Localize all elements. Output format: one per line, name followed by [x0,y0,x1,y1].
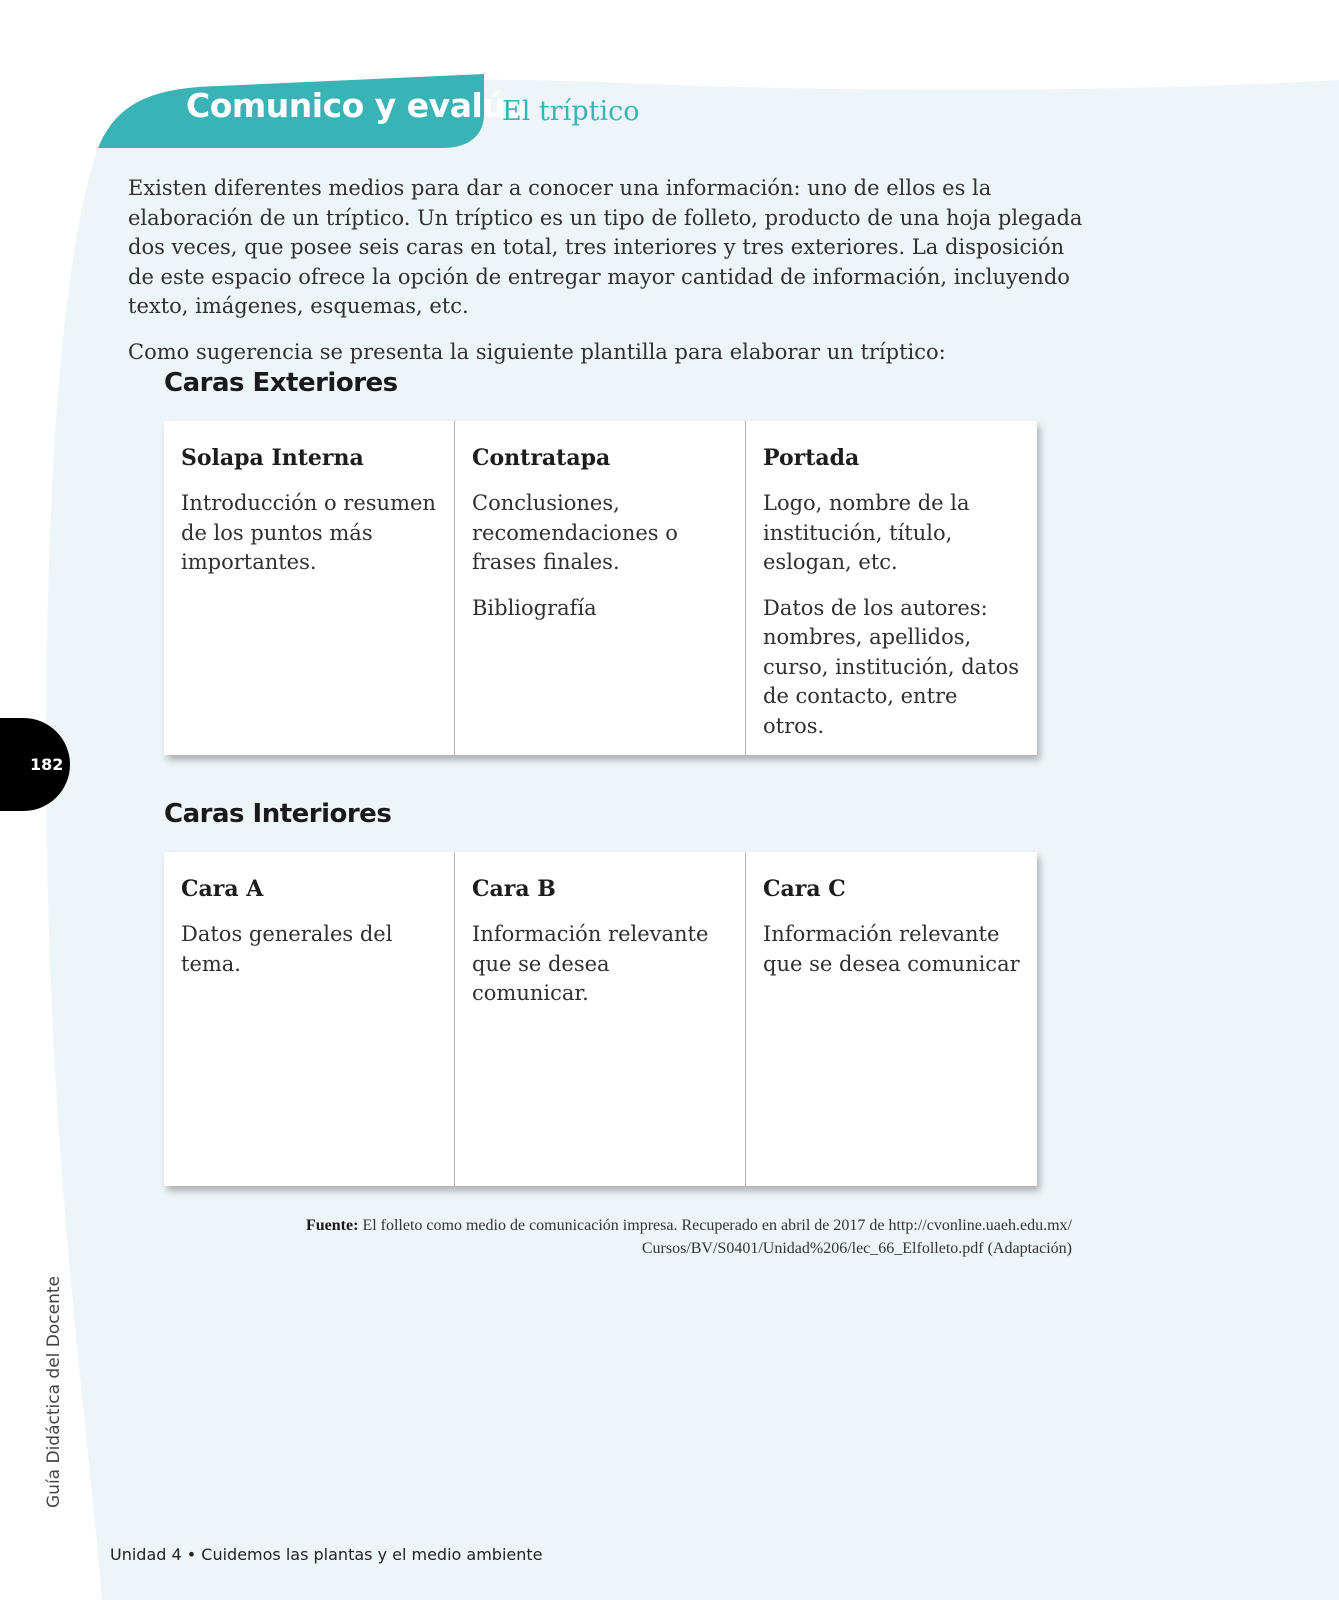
side-label: Guía Didáctica del Docente [44,1276,64,1508]
panel-cara-c [746,852,1037,1186]
intro-paragraph: Como sugerencia se presenta la siguiente plantilla para elaborar un tríptico: [128,339,946,364]
panel-text: Introducción o resumen de los puntos más importantes. [181,491,436,574]
panel-heading: Portada [763,445,860,471]
source-citation [160,1214,1072,1260]
panel-contratapa [455,421,746,755]
interiores-title: Caras Interiores [164,799,392,829]
panel-heading: Cara A [181,876,264,902]
panel-solapa-interna [164,421,455,755]
exteriores-template [164,421,1037,755]
panel-cara-b [455,852,746,1186]
section-header-subtitle: El tríptico [502,96,640,127]
exteriores-title: Caras Exteriores [164,368,398,398]
panel-text: Información relevante que se desea comunicar. [472,922,709,1005]
panel-text: Datos generales del tema. [181,922,393,976]
panel-text: Logo, nombre de la institución, título, eslogan, etc. [763,491,970,574]
panel-heading: Cara C [763,876,846,902]
intro-paragraph: Existen diferentes medios para dar a conocer una información: uno de ellos es la elaboración de un tríptico. Un tríptico es un tipo de folleto, producto de una hoja plegada dos veces, que posee seis caras en total, tres interiores y tres exteriores. La disposición de este espacio ofrece la opción de entregar mayor cantidad de información, incluyendo texto, imágenes, esquemas, etc. [128,176,1083,318]
panel-cara-a [164,852,455,1186]
source-label: Fuente: [306,1217,359,1234]
source-text: El folleto como medio de comunicación impresa. Recuperado en abril de 2017 de http://cvonline.uaeh.edu.mx/ Cursos/BV/S0401/Unidad%206/lec_66_Elfolleto.pdf (Adaptación) [362,1217,1072,1257]
panel-portada [746,421,1037,755]
page-number: 182 [30,755,64,774]
panel-heading: Solapa Interna [181,445,364,471]
panel-text: Conclusiones, recomendaciones o frases finales. [472,491,678,574]
interiores-template [164,852,1037,1186]
panel-text: Información relevante que se desea comunicar [763,922,1020,976]
section-header-title: Comunico y evalúo [186,86,528,125]
panel-heading: Cara B [472,876,556,902]
footer-unit: Unidad 4 • Cuidemos las plantas y el medio ambiente [110,1545,543,1564]
panel-text: Bibliografía [472,595,597,620]
panel-heading: Contratapa [472,445,611,471]
panel-text: Datos de los autores: nombres, apellidos, curso, institución, datos de contacto, entre otros. [763,595,1020,738]
intro-text [128,174,1088,383]
